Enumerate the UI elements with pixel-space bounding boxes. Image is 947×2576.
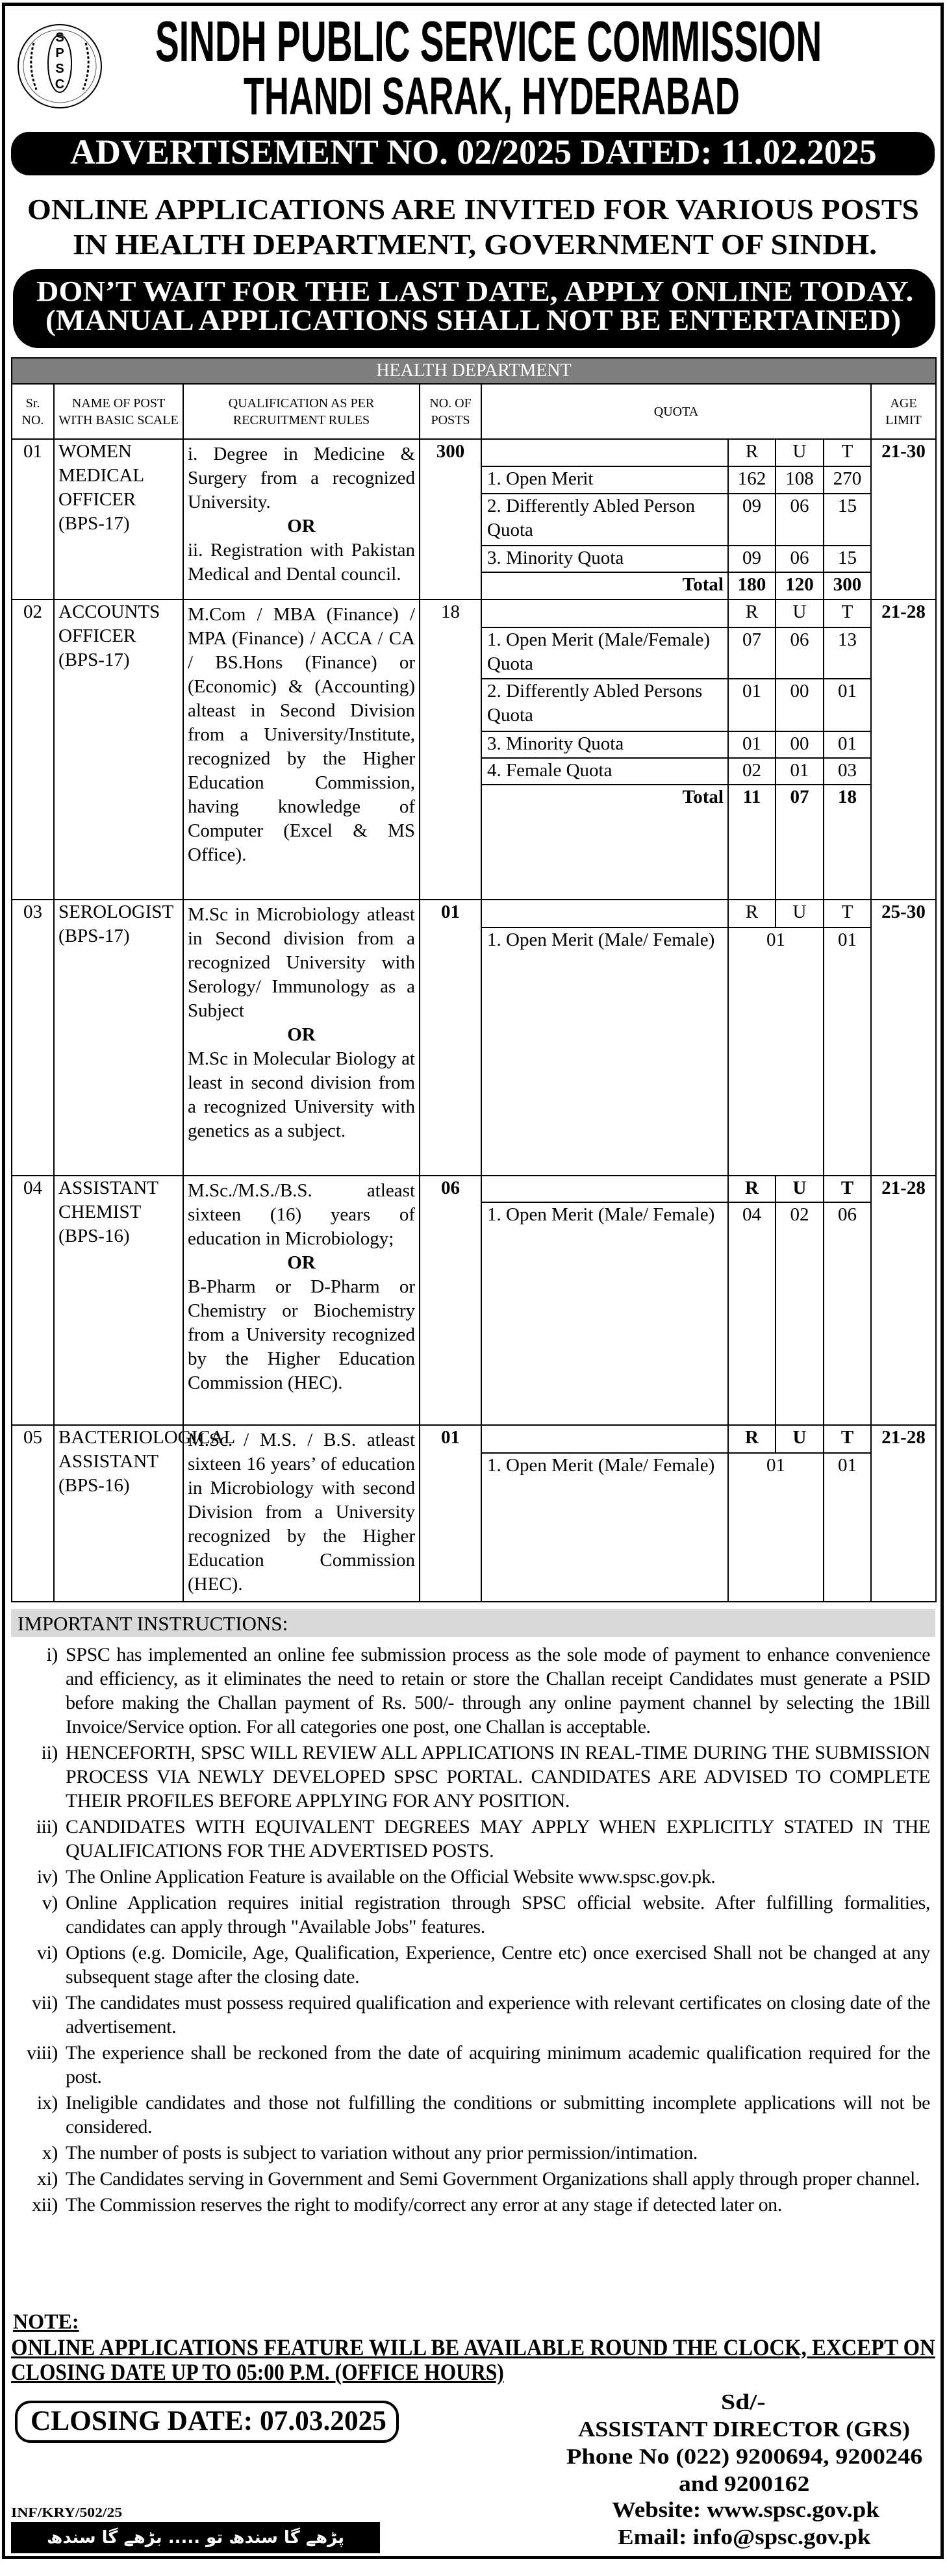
banner-line-1: DON’T WAIT FOR THE LAST DATE, APPLY ONLINE TODAY. <box>36 275 914 307</box>
instruction-item <box>11 1865 930 1889</box>
banner-line-2: (MANUAL APPLICATIONS SHALL NOT BE ENTERTAINED) <box>45 303 902 336</box>
quota-head-blank <box>481 900 728 928</box>
quota-label: 3. Minority Quota <box>481 546 728 572</box>
instruction-number: i) <box>46 1644 58 1665</box>
instruction-item <box>11 2091 930 2139</box>
invite-line-1: ONLINE APPLICATIONS ARE INVITED FOR VARIOUS POSTS <box>27 194 919 225</box>
instruction-number: ix) <box>36 2092 58 2114</box>
col-quota: QUOTA <box>481 384 871 439</box>
instruction-item <box>11 1815 930 1863</box>
quota-t-value: 01 <box>824 679 871 731</box>
qualification <box>183 600 420 900</box>
signature-designation: ASSISTANT DIRECTOR (GRS) <box>578 2418 911 2442</box>
total-u: 07 <box>776 785 824 900</box>
instruction-number: iv) <box>36 1866 58 1888</box>
quota-u-value: 06 <box>776 546 824 572</box>
qualification <box>183 1176 420 1425</box>
age-limit: 21-30 <box>871 439 936 600</box>
email-link[interactable]: Email: info@spsc.gov.pk <box>618 2525 871 2549</box>
age-limit: 21-28 <box>871 1176 936 1425</box>
quota-ru-value: 01 <box>728 1453 824 1602</box>
post-name: WOMEN MEDICAL OFFICER (BPS-17) <box>54 439 183 600</box>
qualification-text: ii. Registration with Pakistan Medical and Dental council. <box>188 540 415 585</box>
quota-head-r: R <box>728 1176 776 1202</box>
number-of-posts: 01 <box>420 900 481 1176</box>
note-label: NOTE: <box>13 2310 79 2334</box>
quota-t-value: 13 <box>824 627 871 679</box>
col-sr: Sr. NO. <box>12 384 54 439</box>
instruction-item <box>11 1991 930 2039</box>
reference-number: INF/KRY/502/25 <box>11 2505 123 2520</box>
quota-u-value: 00 <box>776 731 824 758</box>
closing-date: CLOSING DATE: 07.03.2025 <box>31 2406 386 2436</box>
instruction-number: x) <box>42 2142 58 2164</box>
quota-t-value: 15 <box>824 546 871 572</box>
svg-text:S: S <box>55 31 64 45</box>
table-row <box>12 1176 936 1202</box>
signature-phone: Phone No (022) 9200694, 9200246 <box>566 2445 923 2469</box>
svg-text:P: P <box>55 46 64 60</box>
commission-address: THANDI SARAK, HYDERABAD <box>244 67 740 126</box>
quota-t-value: 01 <box>824 731 871 758</box>
col-posts: NO. OF POSTS <box>420 384 481 439</box>
quota-head-u: U <box>776 1425 824 1453</box>
table-row <box>12 1425 936 1453</box>
table-row <box>12 600 936 627</box>
instruction-item <box>11 2167 930 2191</box>
instruction-text: CANDIDATES WITH EQUIVALENT DEGREES MAY APPLY WHEN EXPLICITLY STATED IN THE QUALIFICATIONS FOR THE ADVERTISED POSTS. <box>66 1816 930 1862</box>
quota-r-value: 162 <box>728 466 776 494</box>
note-line-1: ONLINE APPLICATIONS FEATURE WILL BE AVAILABLE ROUND THE CLOCK, EXCEPT ON <box>11 2334 935 2360</box>
col-age: AGE LIMIT <box>871 384 936 439</box>
or-separator: OR <box>287 1252 316 1273</box>
total-r: 180 <box>728 572 776 600</box>
instruction-text: SPSC has implemented an online fee submission process as the sole mode of payment to enhance convenience and efficiency, as it eliminates the need to retain or store the Challan receipt Candidates must generate a PSID before making the Challan payment of Rs. 500/- through any online payment channel by selecting the 1Bill Invoice/Service option. For all categories one post, one Challan is acceptable. <box>66 1644 930 1737</box>
quota-head-blank <box>481 439 728 466</box>
qualification-text: M.Sc. / M.S. / B.S. atleast sixteen 16 years’ of education in Microbiology with second Division from a University recognized by the Higher Education Commission (HEC). <box>188 1430 415 1595</box>
quota-u-value: 06 <box>776 494 824 546</box>
qualification <box>183 900 420 1176</box>
quota-r-value: 04 <box>728 1202 776 1425</box>
quota-head-t: T <box>824 1176 871 1202</box>
instruction-item <box>11 1643 930 1739</box>
website-link[interactable]: Website: www.spsc.gov.pk <box>612 2498 879 2522</box>
instruction-item <box>11 1891 930 1939</box>
instruction-number: xii) <box>31 2194 58 2216</box>
number-of-posts: 06 <box>420 1176 481 1425</box>
quota-label: 2. Differently Abled Persons Quota <box>481 679 728 731</box>
qualification-text: M.Sc./M.S./B.S. atleast sixteen (16) years of education in Microbiology; <box>188 1180 415 1249</box>
urdu-slogan: پڑھے گا سندھ تو ..... بڑھے گا سندھ <box>11 2522 380 2553</box>
quota-head-r: R <box>728 1425 776 1453</box>
total-t: 300 <box>824 572 871 600</box>
instruction-text: Ineligible candidates and those not fulfilling the conditions or submitting incomplete applications will not be considered. <box>66 2092 930 2138</box>
instructions-title: IMPORTANT INSTRUCTIONS: <box>18 1612 288 1635</box>
quota-u-value: 00 <box>776 679 824 731</box>
quota-r-value: 07 <box>728 627 776 679</box>
col-qualification: QUALIFICATION AS PER RECRUITMENT RULES <box>183 384 420 439</box>
instruction-text: HENCEFORTH, SPSC WILL REVIEW ALL APPLICATIONS IN REAL-TIME DURING THE SUBMISSION PROCESS VIA NEWLY DEVELOPED SPSC PORTAL. CANDIDATES ARE ADVISED TO COMPLETE THEIR PROFILES BEFORE APPLYING FOR ANY POSITION. <box>66 1742 930 1812</box>
instruction-text: The Online Application Feature is available on the Official Website www.spsc.gov.pk. <box>66 1866 716 1888</box>
age-limit: 21-28 <box>871 1425 936 1602</box>
post-name: ASSISTANT CHEMIST (BPS-16) <box>54 1176 183 1425</box>
quota-u-value: 02 <box>776 1202 824 1425</box>
instruction-text: The experience shall be reckoned from the date of acquiring minimum academic qualification required for the post. <box>66 2042 930 2088</box>
serial-number: 01 <box>12 439 54 600</box>
instruction-number: viii) <box>27 2042 58 2064</box>
svg-text:S: S <box>55 62 64 76</box>
instruction-number: vi) <box>36 1942 58 1964</box>
col-name: NAME OF POST WITH BASIC SCALE <box>54 384 183 439</box>
instruction-text: The Commission reserves the right to modify/correct any error at any stage if detected later on. <box>66 2194 782 2216</box>
or-separator: OR <box>287 516 316 537</box>
quota-t-value: 15 <box>824 494 871 546</box>
quota-t-value: 01 <box>824 928 871 1176</box>
quota-t-value: 03 <box>824 758 871 785</box>
quota-head-t: T <box>824 1425 871 1453</box>
or-separator: OR <box>287 1024 316 1045</box>
instruction-text: The Candidates serving in Government and Semi Government Organizations shall apply through proper channel. <box>66 2168 920 2190</box>
table-header-row <box>12 384 936 439</box>
instruction-text: The candidates must possess required qualification and experience with relevant certificates on closing date of the advertisement. <box>66 1992 930 2038</box>
quota-label: 1. Open Merit (Male/ Female) <box>481 1202 728 1425</box>
qualification <box>183 439 420 600</box>
quota-t-value: 06 <box>824 1202 871 1425</box>
instruction-item <box>11 2141 930 2165</box>
serial-number: 04 <box>12 1176 54 1425</box>
quota-label: 2. Differently Abled Person Quota <box>481 494 728 546</box>
quota-r-value: 02 <box>728 758 776 785</box>
instruction-number: v) <box>42 1892 58 1913</box>
commission-title: SINDH PUBLIC SERVICE COMMISSION <box>155 9 822 73</box>
quota-r-value: 09 <box>728 546 776 572</box>
number-of-posts: 18 <box>420 600 481 900</box>
quota-t-value: 270 <box>824 466 871 494</box>
quota-r-value: 09 <box>728 494 776 546</box>
serial-number: 03 <box>12 900 54 1176</box>
quota-label: 1. Open Merit <box>481 466 728 494</box>
instruction-number: xi) <box>36 2168 58 2190</box>
quota-label: 1. Open Merit (Male/Female) Quota <box>481 627 728 679</box>
note-line-2: CLOSING DATE UP TO 05:00 P.M. (OFFICE HOURS) <box>11 2359 504 2385</box>
post-name: ACCOUNTS OFFICER (BPS-17) <box>54 600 183 900</box>
signature-sd: Sd/- <box>721 2390 766 2414</box>
post-name: BACTERIOLOGICAL ASSISTANT (BPS-16) <box>54 1425 183 1602</box>
instruction-item <box>11 1741 930 1813</box>
instruction-item <box>11 2193 930 2217</box>
post-name: SEROLOGIST (BPS-17) <box>54 900 183 1176</box>
quota-head-u: U <box>776 900 824 928</box>
total-u: 120 <box>776 572 824 600</box>
quota-head-u: U <box>776 600 824 627</box>
total-label: Total <box>481 785 728 900</box>
number-of-posts: 300 <box>420 439 481 600</box>
quota-head-t: T <box>824 600 871 627</box>
number-of-posts: 01 <box>420 1425 481 1602</box>
instruction-item <box>11 2041 930 2089</box>
instruction-text: The number of posts is subject to variation without any prior permission/intimation. <box>66 2142 698 2164</box>
invite-line-2: IN HEALTH DEPARTMENT, GOVERNMENT OF SINDH. <box>73 229 878 260</box>
qualification-text: M.Sc in Molecular Biology at least in second division from a recognized University with genetics as a subject. <box>188 1048 415 1141</box>
quota-label: 1. Open Merit (Male/ Female) <box>481 928 728 1176</box>
quota-ru-value: 01 <box>728 928 824 1176</box>
quota-label: 3. Minority Quota <box>481 731 728 758</box>
qualification-text: B-Pharm or D-Pharm or Chemistry or Biochemistry from a University recognized by the Higher Education Commission (HEC). <box>188 1276 415 1393</box>
quota-label: 1. Open Merit (Male/ Female) <box>481 1453 728 1602</box>
quota-head-r: R <box>728 900 776 928</box>
table-row <box>12 439 936 466</box>
quota-label: 4. Female Quota <box>481 758 728 785</box>
total-label: Total <box>481 572 728 600</box>
quota-head-blank <box>481 1176 728 1202</box>
department-heading: HEALTH DEPARTMENT <box>12 358 936 384</box>
quota-head-blank <box>481 1425 728 1453</box>
instruction-item <box>11 1941 930 1989</box>
qualification-text: M.Sc in Microbiology atleast in Second division from a recognized University with Serology/ Immunology as a Subject <box>188 904 415 1021</box>
instruction-number: iii) <box>36 1816 58 1837</box>
signature-phone-2: and 9200162 <box>679 2472 810 2496</box>
quota-head-r: R <box>728 600 776 627</box>
serial-number: 05 <box>12 1425 54 1602</box>
posts-table <box>11 357 937 1602</box>
age-limit: 21-28 <box>871 600 936 900</box>
quota-r-value: 01 <box>728 679 776 731</box>
quota-t-value: 01 <box>824 1453 871 1602</box>
quota-u-value: 108 <box>776 466 824 494</box>
quota-r-value: 01 <box>728 731 776 758</box>
table-row <box>12 900 936 928</box>
qualification-text: i. Degree in Medicine & Surgery from a recognized University. <box>188 444 415 512</box>
quota-u-value: 06 <box>776 627 824 679</box>
advertisement-number: ADVERTISEMENT NO. 02/2025 DATED: 11.02.2025 <box>70 133 877 171</box>
quota-head-r: R <box>728 439 776 466</box>
qualification-text: M.Com / MBA (Finance) / MPA (Finance) / ACCA / CA / BS.Hons (Finance) or (Economic) & (Accounting) alteast in Second Division from a University/Institute, recognized by the Higher Education Commission, having knowledge of Computer (Excel & MS Office). <box>188 604 415 865</box>
quota-u-value: 01 <box>776 758 824 785</box>
quota-head-u: U <box>776 439 824 466</box>
instruction-text: Online Application requires initial registration through SPSC official website. After fulfilling formalities, candidates can apply through "Available Jobs" features. <box>66 1892 930 1938</box>
total-r: 11 <box>728 785 776 900</box>
quota-head-t: T <box>824 900 871 928</box>
quota-head-u: U <box>776 1176 824 1202</box>
age-limit: 25-30 <box>871 900 936 1176</box>
serial-number: 02 <box>12 600 54 900</box>
quota-head-t: T <box>824 439 871 466</box>
spsc-logo <box>14 17 105 116</box>
total-t: 18 <box>824 785 871 900</box>
quota-head-blank <box>481 600 728 627</box>
instructions-list <box>11 1643 930 2219</box>
qualification <box>183 1425 420 1602</box>
instruction-text: Options (e.g. Domicile, Age, Qualification, Experience, Centre etc) once exercised Shall not be changed at any subsequent stage after the closing date. <box>66 1942 930 1988</box>
svg-text:C: C <box>55 77 65 92</box>
instruction-number: ii) <box>41 1742 58 1763</box>
instruction-number: vii) <box>31 1992 58 2014</box>
